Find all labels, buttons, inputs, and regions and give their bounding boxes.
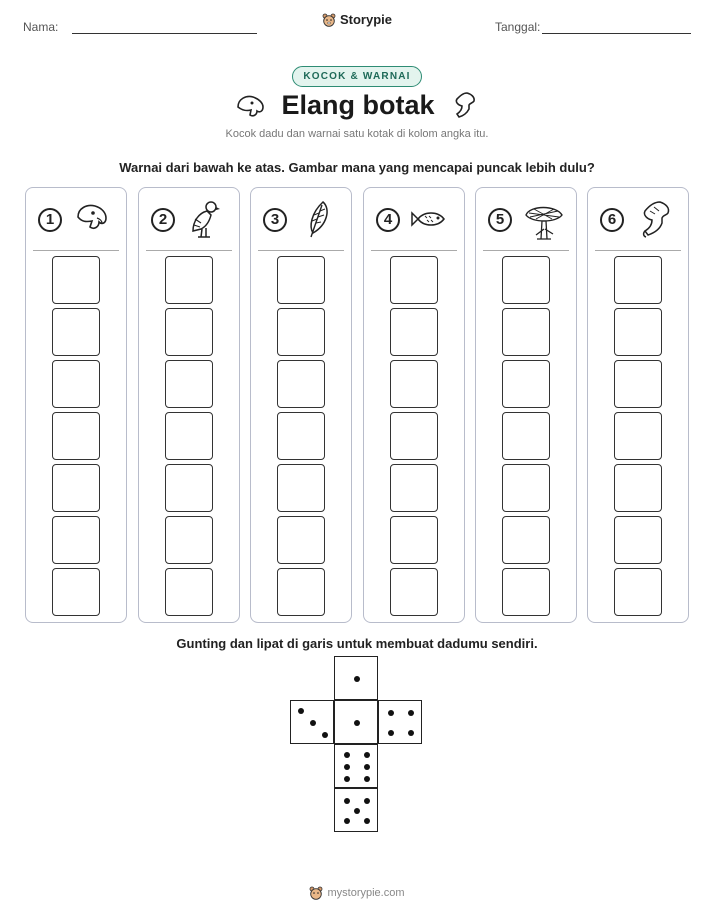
color-box[interactable] xyxy=(502,360,550,408)
column-6 xyxy=(587,187,689,623)
page-title: Elang botak xyxy=(281,90,435,120)
color-box[interactable] xyxy=(52,360,100,408)
color-box[interactable] xyxy=(165,516,213,564)
dice-face-3 xyxy=(290,700,334,744)
color-box[interactable] xyxy=(614,256,662,304)
color-box[interactable] xyxy=(614,360,662,408)
column-number: 5 xyxy=(488,208,512,232)
color-box[interactable] xyxy=(52,412,100,460)
color-box[interactable] xyxy=(502,256,550,304)
dice-pip xyxy=(344,818,350,824)
dice-pip xyxy=(364,752,370,758)
activity-badge: KOCOK & WARNAI xyxy=(292,66,421,87)
footer-url: mystorypie.com xyxy=(327,887,405,899)
color-box[interactable] xyxy=(165,308,213,356)
column-number: 3 xyxy=(263,208,287,232)
color-box[interactable] xyxy=(614,464,662,512)
color-box[interactable] xyxy=(390,308,438,356)
column-number: 6 xyxy=(600,208,624,232)
color-box[interactable] xyxy=(165,412,213,460)
color-box[interactable] xyxy=(277,360,325,408)
brand-name: Storypie xyxy=(339,12,392,27)
color-box[interactable] xyxy=(614,516,662,564)
column-2 xyxy=(138,187,240,623)
color-box[interactable] xyxy=(614,308,662,356)
color-box[interactable] xyxy=(277,256,325,304)
dice-pip xyxy=(344,752,350,758)
dice-pip xyxy=(408,730,414,736)
column-number: 4 xyxy=(376,208,400,232)
date-label: Tanggal: xyxy=(495,20,541,34)
dice-pip xyxy=(322,732,328,738)
dice-pip xyxy=(408,710,414,716)
color-box[interactable] xyxy=(277,412,325,460)
dice-pip xyxy=(364,764,370,770)
column-3 xyxy=(250,187,352,623)
dice-pip xyxy=(298,708,304,714)
footer xyxy=(0,886,714,900)
dice-pip xyxy=(364,798,370,804)
dice-pip xyxy=(354,720,360,726)
column-4 xyxy=(363,187,465,623)
color-box[interactable] xyxy=(390,464,438,512)
eagle-icon xyxy=(185,199,225,241)
dice-pip xyxy=(354,676,360,682)
column-5 xyxy=(475,187,577,623)
color-box[interactable] xyxy=(502,568,550,616)
dice-pip xyxy=(364,776,370,782)
dice-face-1 xyxy=(334,656,378,700)
color-box[interactable] xyxy=(52,256,100,304)
color-box[interactable] xyxy=(165,568,213,616)
color-box[interactable] xyxy=(277,308,325,356)
dice-pip xyxy=(388,730,394,736)
dice-face-5 xyxy=(334,788,378,832)
instruction: Warnai dari bawah ke atas. Gambar mana yang mencapai puncak lebih dulu? xyxy=(119,160,595,175)
color-box[interactable] xyxy=(614,412,662,460)
color-box[interactable] xyxy=(502,516,550,564)
color-box[interactable] xyxy=(165,360,213,408)
dice-pip xyxy=(344,776,350,782)
talon-icon xyxy=(634,199,676,241)
color-box[interactable] xyxy=(502,412,550,460)
talon-icon xyxy=(449,91,479,121)
bear-icon xyxy=(322,13,336,27)
name-line[interactable] xyxy=(72,33,257,34)
fish-icon xyxy=(410,199,452,239)
color-box[interactable] xyxy=(165,256,213,304)
eagle-head-icon xyxy=(72,199,112,239)
dice-pip xyxy=(354,808,360,814)
color-box[interactable] xyxy=(277,516,325,564)
dice-face-6 xyxy=(334,744,378,788)
color-box[interactable] xyxy=(390,516,438,564)
dice-pip xyxy=(364,818,370,824)
dice-face-1-center xyxy=(334,700,378,744)
date-line[interactable] xyxy=(542,33,691,34)
color-box[interactable] xyxy=(165,464,213,512)
nest-tree-icon xyxy=(522,199,566,243)
column-number: 1 xyxy=(38,208,62,232)
eagle-head-icon xyxy=(235,93,267,119)
color-box[interactable] xyxy=(52,308,100,356)
color-box[interactable] xyxy=(277,464,325,512)
color-box[interactable] xyxy=(614,568,662,616)
column-number: 2 xyxy=(151,208,175,232)
color-box[interactable] xyxy=(502,308,550,356)
brand-logo xyxy=(0,12,714,27)
column-1 xyxy=(25,187,127,623)
color-box[interactable] xyxy=(390,568,438,616)
name-label: Nama: xyxy=(23,20,59,34)
cut-instruction: Gunting dan lipat di garis untuk membuat dadumu sendiri. xyxy=(176,636,538,651)
dice-pip xyxy=(310,720,316,726)
color-box[interactable] xyxy=(52,516,100,564)
dice-pip xyxy=(344,798,350,804)
feather-icon xyxy=(297,199,337,241)
color-box[interactable] xyxy=(277,568,325,616)
dice-face-4 xyxy=(378,700,422,744)
color-box[interactable] xyxy=(52,568,100,616)
dice-pip xyxy=(388,710,394,716)
color-box[interactable] xyxy=(502,464,550,512)
color-box[interactable] xyxy=(390,256,438,304)
color-box[interactable] xyxy=(390,360,438,408)
subtitle: Kocok dadu dan warnai satu kotak di kolom angka itu. xyxy=(225,128,489,140)
color-box[interactable] xyxy=(52,464,100,512)
dice-pip xyxy=(344,764,350,770)
color-box[interactable] xyxy=(390,412,438,460)
bear-icon xyxy=(309,886,323,900)
